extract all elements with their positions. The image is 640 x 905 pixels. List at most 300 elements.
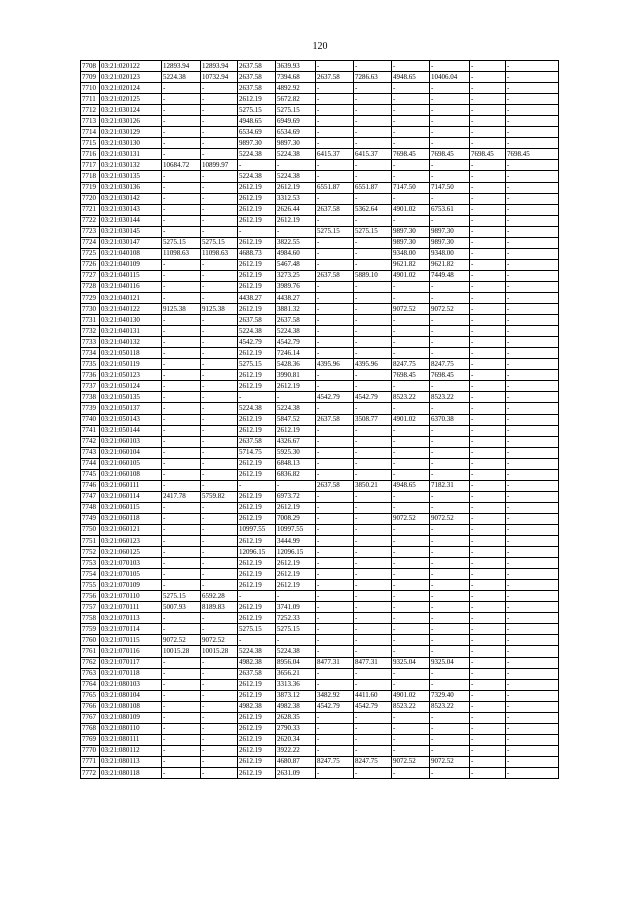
table-row	[81, 381, 559, 392]
table-cell: -	[162, 337, 201, 348]
table-cell: -	[506, 734, 559, 745]
table-cell: 2612.19	[238, 536, 276, 547]
table-cell: -	[354, 491, 392, 502]
table-cell: -	[430, 668, 470, 679]
table-cell: 5275.15	[238, 624, 276, 635]
table-cell: -	[354, 624, 392, 635]
table-cell: 5224.38	[238, 149, 276, 160]
table-row	[81, 248, 559, 259]
table-row	[81, 701, 559, 712]
table-cell: 6534.69	[276, 127, 316, 138]
table-cell: -	[392, 116, 430, 127]
table-cell: -	[506, 116, 559, 127]
table-cell: -	[392, 83, 430, 94]
table-cell: -	[354, 237, 392, 248]
table-cell: -	[392, 326, 430, 337]
table-cell: 7715	[81, 138, 100, 149]
table-row	[81, 635, 559, 646]
table-cell: 7768	[81, 723, 100, 734]
table-cell: -	[316, 524, 354, 535]
table-cell: -	[316, 580, 354, 591]
table-cell: 7763	[81, 668, 100, 679]
table-cell: -	[470, 756, 506, 767]
table-cell: 7723	[81, 226, 100, 237]
table-cell: 9897.30	[430, 226, 470, 237]
table-cell: -	[354, 723, 392, 734]
table-cell: 9897.30	[276, 138, 316, 149]
table-cell: -	[470, 502, 506, 513]
table-cell: -	[506, 304, 559, 315]
table-cell: 2612.19	[276, 558, 316, 569]
table-cell: 8477.31	[354, 657, 392, 668]
table-cell: 7252.33	[276, 613, 316, 624]
table-cell: -	[316, 315, 354, 326]
table-row	[81, 105, 559, 116]
table-row	[81, 513, 559, 524]
table-cell: 7725	[81, 248, 100, 259]
table-cell: 4984.60	[276, 248, 316, 259]
table-cell: -	[201, 745, 238, 756]
table-cell: -	[506, 326, 559, 337]
table-cell: 6592.28	[201, 591, 238, 602]
table-cell: 3639.93	[276, 61, 316, 72]
table-cell: 7698.45	[506, 149, 559, 160]
table-cell: -	[238, 392, 276, 403]
table-cell: -	[162, 370, 201, 381]
table-cell: -	[354, 513, 392, 524]
table-cell: -	[506, 414, 559, 425]
table-cell: -	[162, 458, 201, 469]
table-cell: -	[201, 127, 238, 138]
table-cell: -	[470, 237, 506, 248]
table-cell: -	[470, 436, 506, 447]
table-cell: 7757	[81, 602, 100, 613]
table-cell: -	[354, 536, 392, 547]
table-cell: 5224.38	[238, 646, 276, 657]
table-cell: -	[354, 292, 392, 303]
table-cell: 2612.19	[238, 237, 276, 248]
table-cell: -	[506, 381, 559, 392]
table-cell: -	[506, 558, 559, 569]
table-cell: -	[506, 215, 559, 226]
table-cell: 9072.52	[392, 304, 430, 315]
table-cell: 03:21:040132	[100, 337, 162, 348]
table-cell: 03:21:060115	[100, 502, 162, 513]
table-cell: 8956.04	[276, 657, 316, 668]
table-cell: 5275.15	[276, 624, 316, 635]
table-cell: -	[506, 547, 559, 558]
table-cell: 5224.38	[276, 646, 316, 657]
table-cell: 5275.15	[316, 226, 354, 237]
table-cell: -	[201, 734, 238, 745]
table-cell: 7698.45	[392, 370, 430, 381]
table-cell: -	[470, 668, 506, 679]
table-cell: -	[162, 281, 201, 292]
table-cell: -	[470, 259, 506, 270]
table-cell: 03:21:040130	[100, 315, 162, 326]
table-cell: 4982.38	[238, 657, 276, 668]
table-cell: 7724	[81, 237, 100, 248]
table-cell: 9072.52	[430, 513, 470, 524]
table-cell: -	[354, 602, 392, 613]
table-cell: -	[392, 171, 430, 182]
table-cell: -	[470, 536, 506, 547]
table-cell: -	[162, 94, 201, 105]
table-cell: 2612.19	[276, 580, 316, 591]
table-cell: 7717	[81, 160, 100, 171]
table-cell: -	[506, 668, 559, 679]
table-cell: 2612.19	[238, 381, 276, 392]
table-cell: -	[238, 226, 276, 237]
table-cell: -	[470, 337, 506, 348]
table-cell: -	[354, 337, 392, 348]
table-cell: 5428.36	[276, 359, 316, 370]
table-cell: 7762	[81, 657, 100, 668]
table-cell: -	[162, 469, 201, 480]
table-cell: -	[316, 381, 354, 392]
table-cell: -	[392, 602, 430, 613]
table-cell: 9325.04	[430, 657, 470, 668]
table-cell: 7735	[81, 359, 100, 370]
table-cell: 03:21:070117	[100, 657, 162, 668]
table-cell: -	[201, 425, 238, 436]
table-cell: 03:21:050144	[100, 425, 162, 436]
table-cell: 5007.93	[162, 602, 201, 613]
table-cell: -	[162, 536, 201, 547]
table-cell: 6836.82	[276, 469, 316, 480]
table-cell: -	[506, 458, 559, 469]
table-cell: -	[470, 734, 506, 745]
table-cell: 3312.53	[276, 193, 316, 204]
table-cell: -	[201, 558, 238, 569]
table-cell: -	[430, 215, 470, 226]
table-cell: -	[506, 646, 559, 657]
table-cell: 3990.81	[276, 370, 316, 381]
table-cell: 5275.15	[276, 105, 316, 116]
table-cell: 03:21:030130	[100, 138, 162, 149]
table-row	[81, 226, 559, 237]
table-cell: -	[506, 712, 559, 723]
table-cell: 03:21:030126	[100, 116, 162, 127]
table-cell: 2637.58	[316, 72, 354, 83]
table-cell: 2612.19	[238, 723, 276, 734]
table-cell: 7738	[81, 392, 100, 403]
table-cell: -	[201, 337, 238, 348]
table-cell: -	[392, 337, 430, 348]
table-cell: 4901.02	[392, 690, 430, 701]
table-cell: 7711	[81, 94, 100, 105]
table-cell: -	[201, 524, 238, 535]
table-cell: -	[201, 348, 238, 359]
table-cell: 6534.69	[238, 127, 276, 138]
table-cell: -	[506, 315, 559, 326]
table-cell: 03:21:030132	[100, 160, 162, 171]
table-cell: 8523.22	[430, 701, 470, 712]
table-cell: -	[162, 657, 201, 668]
table-cell: -	[201, 723, 238, 734]
table-cell: 7329.40	[430, 690, 470, 701]
table-cell: 2612.19	[238, 281, 276, 292]
table-cell: -	[430, 105, 470, 116]
table-cell: -	[470, 469, 506, 480]
table-row	[81, 745, 559, 756]
table-cell: 2612.19	[238, 679, 276, 690]
table-cell: -	[470, 83, 506, 94]
table-cell: 6848.13	[276, 458, 316, 469]
table-cell: -	[162, 83, 201, 94]
table-cell: 7721	[81, 204, 100, 215]
table-cell: -	[316, 458, 354, 469]
table-cell: -	[354, 734, 392, 745]
table-cell: 4542.79	[276, 337, 316, 348]
table-cell: 4326.67	[276, 436, 316, 447]
table-row	[81, 657, 559, 668]
table-cell: -	[470, 381, 506, 392]
table-cell: 7730	[81, 304, 100, 315]
table-cell: -	[470, 359, 506, 370]
table-cell: -	[316, 160, 354, 171]
table-cell: -	[506, 447, 559, 458]
table-cell: 9348.00	[392, 248, 430, 259]
table-cell: -	[470, 304, 506, 315]
table-cell: 7246.14	[276, 348, 316, 359]
table-cell: 9125.38	[162, 304, 201, 315]
table-cell: 2637.58	[316, 480, 354, 491]
table-cell: 7746	[81, 480, 100, 491]
table-row	[81, 281, 559, 292]
table-cell: -	[201, 458, 238, 469]
table-cell: -	[276, 160, 316, 171]
table-cell: -	[470, 425, 506, 436]
table-cell: 8247.75	[316, 756, 354, 767]
table-cell: 7764	[81, 679, 100, 690]
table-cell: -	[354, 580, 392, 591]
table-cell: -	[430, 580, 470, 591]
table-cell: -	[201, 580, 238, 591]
table-cell: -	[430, 337, 470, 348]
table-cell: -	[201, 94, 238, 105]
table-cell: 5224.38	[276, 326, 316, 337]
table-cell: 7394.68	[276, 72, 316, 83]
table-cell: -	[430, 646, 470, 657]
table-cell: 9325.04	[392, 657, 430, 668]
table-cell: -	[354, 83, 392, 94]
table-cell: 7726	[81, 259, 100, 270]
table-cell: 10732.94	[201, 72, 238, 83]
table-cell: 7740	[81, 414, 100, 425]
table-cell: -	[392, 679, 430, 690]
table-cell: 2626.44	[276, 204, 316, 215]
table-cell: -	[506, 436, 559, 447]
table-cell: -	[201, 679, 238, 690]
table-cell: -	[430, 425, 470, 436]
table-cell: -	[430, 193, 470, 204]
table-cell: 7761	[81, 646, 100, 657]
table-cell: 5224.38	[276, 149, 316, 160]
table-cell: -	[430, 458, 470, 469]
table-cell: -	[162, 315, 201, 326]
table-cell: -	[430, 447, 470, 458]
table-cell: -	[162, 734, 201, 745]
table-cell: -	[354, 105, 392, 116]
table-cell: 7753	[81, 558, 100, 569]
table-cell: 7698.45	[430, 370, 470, 381]
table-cell: 5275.15	[162, 237, 201, 248]
table-cell: 3444.99	[276, 536, 316, 547]
table-row	[81, 547, 559, 558]
table-cell: 2790.33	[276, 723, 316, 734]
table-cell: 03:21:080110	[100, 723, 162, 734]
table-cell: 2612.19	[276, 182, 316, 193]
table-cell: 03:21:030144	[100, 215, 162, 226]
table-cell: 9348.00	[430, 248, 470, 259]
table-cell: -	[470, 281, 506, 292]
table-cell: 9072.52	[430, 304, 470, 315]
table-cell: -	[470, 403, 506, 414]
table-row	[81, 734, 559, 745]
table-cell: -	[430, 635, 470, 646]
table-row	[81, 580, 559, 591]
table-cell: 3989.76	[276, 281, 316, 292]
table-cell: -	[354, 569, 392, 580]
table-cell: 10406.04	[430, 72, 470, 83]
table-cell: 7731	[81, 315, 100, 326]
table-cell: -	[162, 414, 201, 425]
table-cell: -	[430, 281, 470, 292]
table-cell: 11098.63	[201, 248, 238, 259]
table-row	[81, 447, 559, 458]
table-cell: 9125.38	[201, 304, 238, 315]
table-cell: 10015.28	[201, 646, 238, 657]
table-cell: -	[354, 193, 392, 204]
table-cell: 03:21:030129	[100, 127, 162, 138]
table-cell: -	[354, 138, 392, 149]
table-cell: -	[392, 635, 430, 646]
table-cell: -	[316, 768, 354, 779]
table-row	[81, 337, 559, 348]
table-cell: -	[506, 635, 559, 646]
table-cell: -	[506, 602, 559, 613]
table-cell: -	[430, 502, 470, 513]
table-cell: 2612.19	[238, 491, 276, 502]
table-cell: -	[470, 105, 506, 116]
table-cell: -	[162, 447, 201, 458]
table-cell: 7748	[81, 502, 100, 513]
table-cell: 2612.19	[238, 458, 276, 469]
table-cell: -	[430, 292, 470, 303]
table-cell: -	[430, 536, 470, 547]
table-cell: -	[354, 524, 392, 535]
table-cell: -	[430, 403, 470, 414]
table-cell: 9621.82	[430, 259, 470, 270]
table-cell: 03:21:060114	[100, 491, 162, 502]
table-cell: 6370.38	[430, 414, 470, 425]
table-cell: -	[316, 138, 354, 149]
table-cell: -	[506, 171, 559, 182]
table-cell: 5759.82	[201, 491, 238, 502]
table-cell: 03:21:080118	[100, 768, 162, 779]
table-cell: 3850.21	[354, 480, 392, 491]
table-cell: 03:21:070115	[100, 635, 162, 646]
table-cell: -	[430, 127, 470, 138]
table-cell: 2612.19	[238, 502, 276, 513]
table-cell: -	[470, 326, 506, 337]
table-row	[81, 414, 559, 425]
table-cell: 03:21:060123	[100, 536, 162, 547]
table-cell: -	[392, 469, 430, 480]
table-cell: -	[201, 281, 238, 292]
table-cell: 2612.19	[238, 712, 276, 723]
table-cell: 8523.22	[392, 392, 430, 403]
table-cell: 3822.55	[276, 237, 316, 248]
table-cell: 03:21:020122	[100, 61, 162, 72]
table-cell: -	[354, 304, 392, 315]
table-cell: -	[392, 734, 430, 745]
table-cell: -	[470, 248, 506, 259]
table-row	[81, 370, 559, 381]
table-cell: -	[162, 215, 201, 226]
table-cell: 2620.34	[276, 734, 316, 745]
table-cell: 03:21:030147	[100, 237, 162, 248]
table-cell: -	[506, 281, 559, 292]
table-cell: -	[354, 248, 392, 259]
table-cell: -	[430, 348, 470, 359]
table-cell: -	[316, 624, 354, 635]
table-cell: 03:21:060108	[100, 469, 162, 480]
table-cell: -	[162, 326, 201, 337]
table-row	[81, 569, 559, 580]
table-cell: -	[506, 756, 559, 767]
table-cell: -	[354, 469, 392, 480]
table-cell: -	[470, 480, 506, 491]
table-cell: 7182.31	[430, 480, 470, 491]
table-cell: -	[162, 690, 201, 701]
table-cell: -	[162, 138, 201, 149]
table-cell: -	[470, 215, 506, 226]
table-cell: -	[201, 149, 238, 160]
table-cell: -	[162, 502, 201, 513]
table-cell: -	[430, 591, 470, 602]
table-row	[81, 204, 559, 215]
table-cell: -	[470, 602, 506, 613]
table-cell: -	[162, 768, 201, 779]
table-cell: -	[430, 83, 470, 94]
table-row	[81, 558, 559, 569]
table-cell: -	[506, 403, 559, 414]
table-row	[81, 270, 559, 281]
table-row	[81, 61, 559, 72]
table-row	[81, 94, 559, 105]
table-cell: 5224.38	[238, 326, 276, 337]
table-cell: -	[316, 469, 354, 480]
table-cell: -	[162, 105, 201, 116]
table-cell: -	[506, 624, 559, 635]
table-cell: 7708	[81, 61, 100, 72]
table-cell: -	[506, 248, 559, 259]
table-cell: -	[470, 94, 506, 105]
table-cell: -	[470, 745, 506, 756]
table-cell: -	[201, 569, 238, 580]
table-cell: -	[354, 215, 392, 226]
table-cell: 6415.37	[316, 149, 354, 160]
table-cell: 3313.36	[276, 679, 316, 690]
table-cell: -	[316, 447, 354, 458]
table-cell: 10899.97	[201, 160, 238, 171]
table-cell: -	[470, 646, 506, 657]
table-cell: -	[392, 646, 430, 657]
table-cell: -	[316, 193, 354, 204]
table-cell: 12893.94	[162, 61, 201, 72]
